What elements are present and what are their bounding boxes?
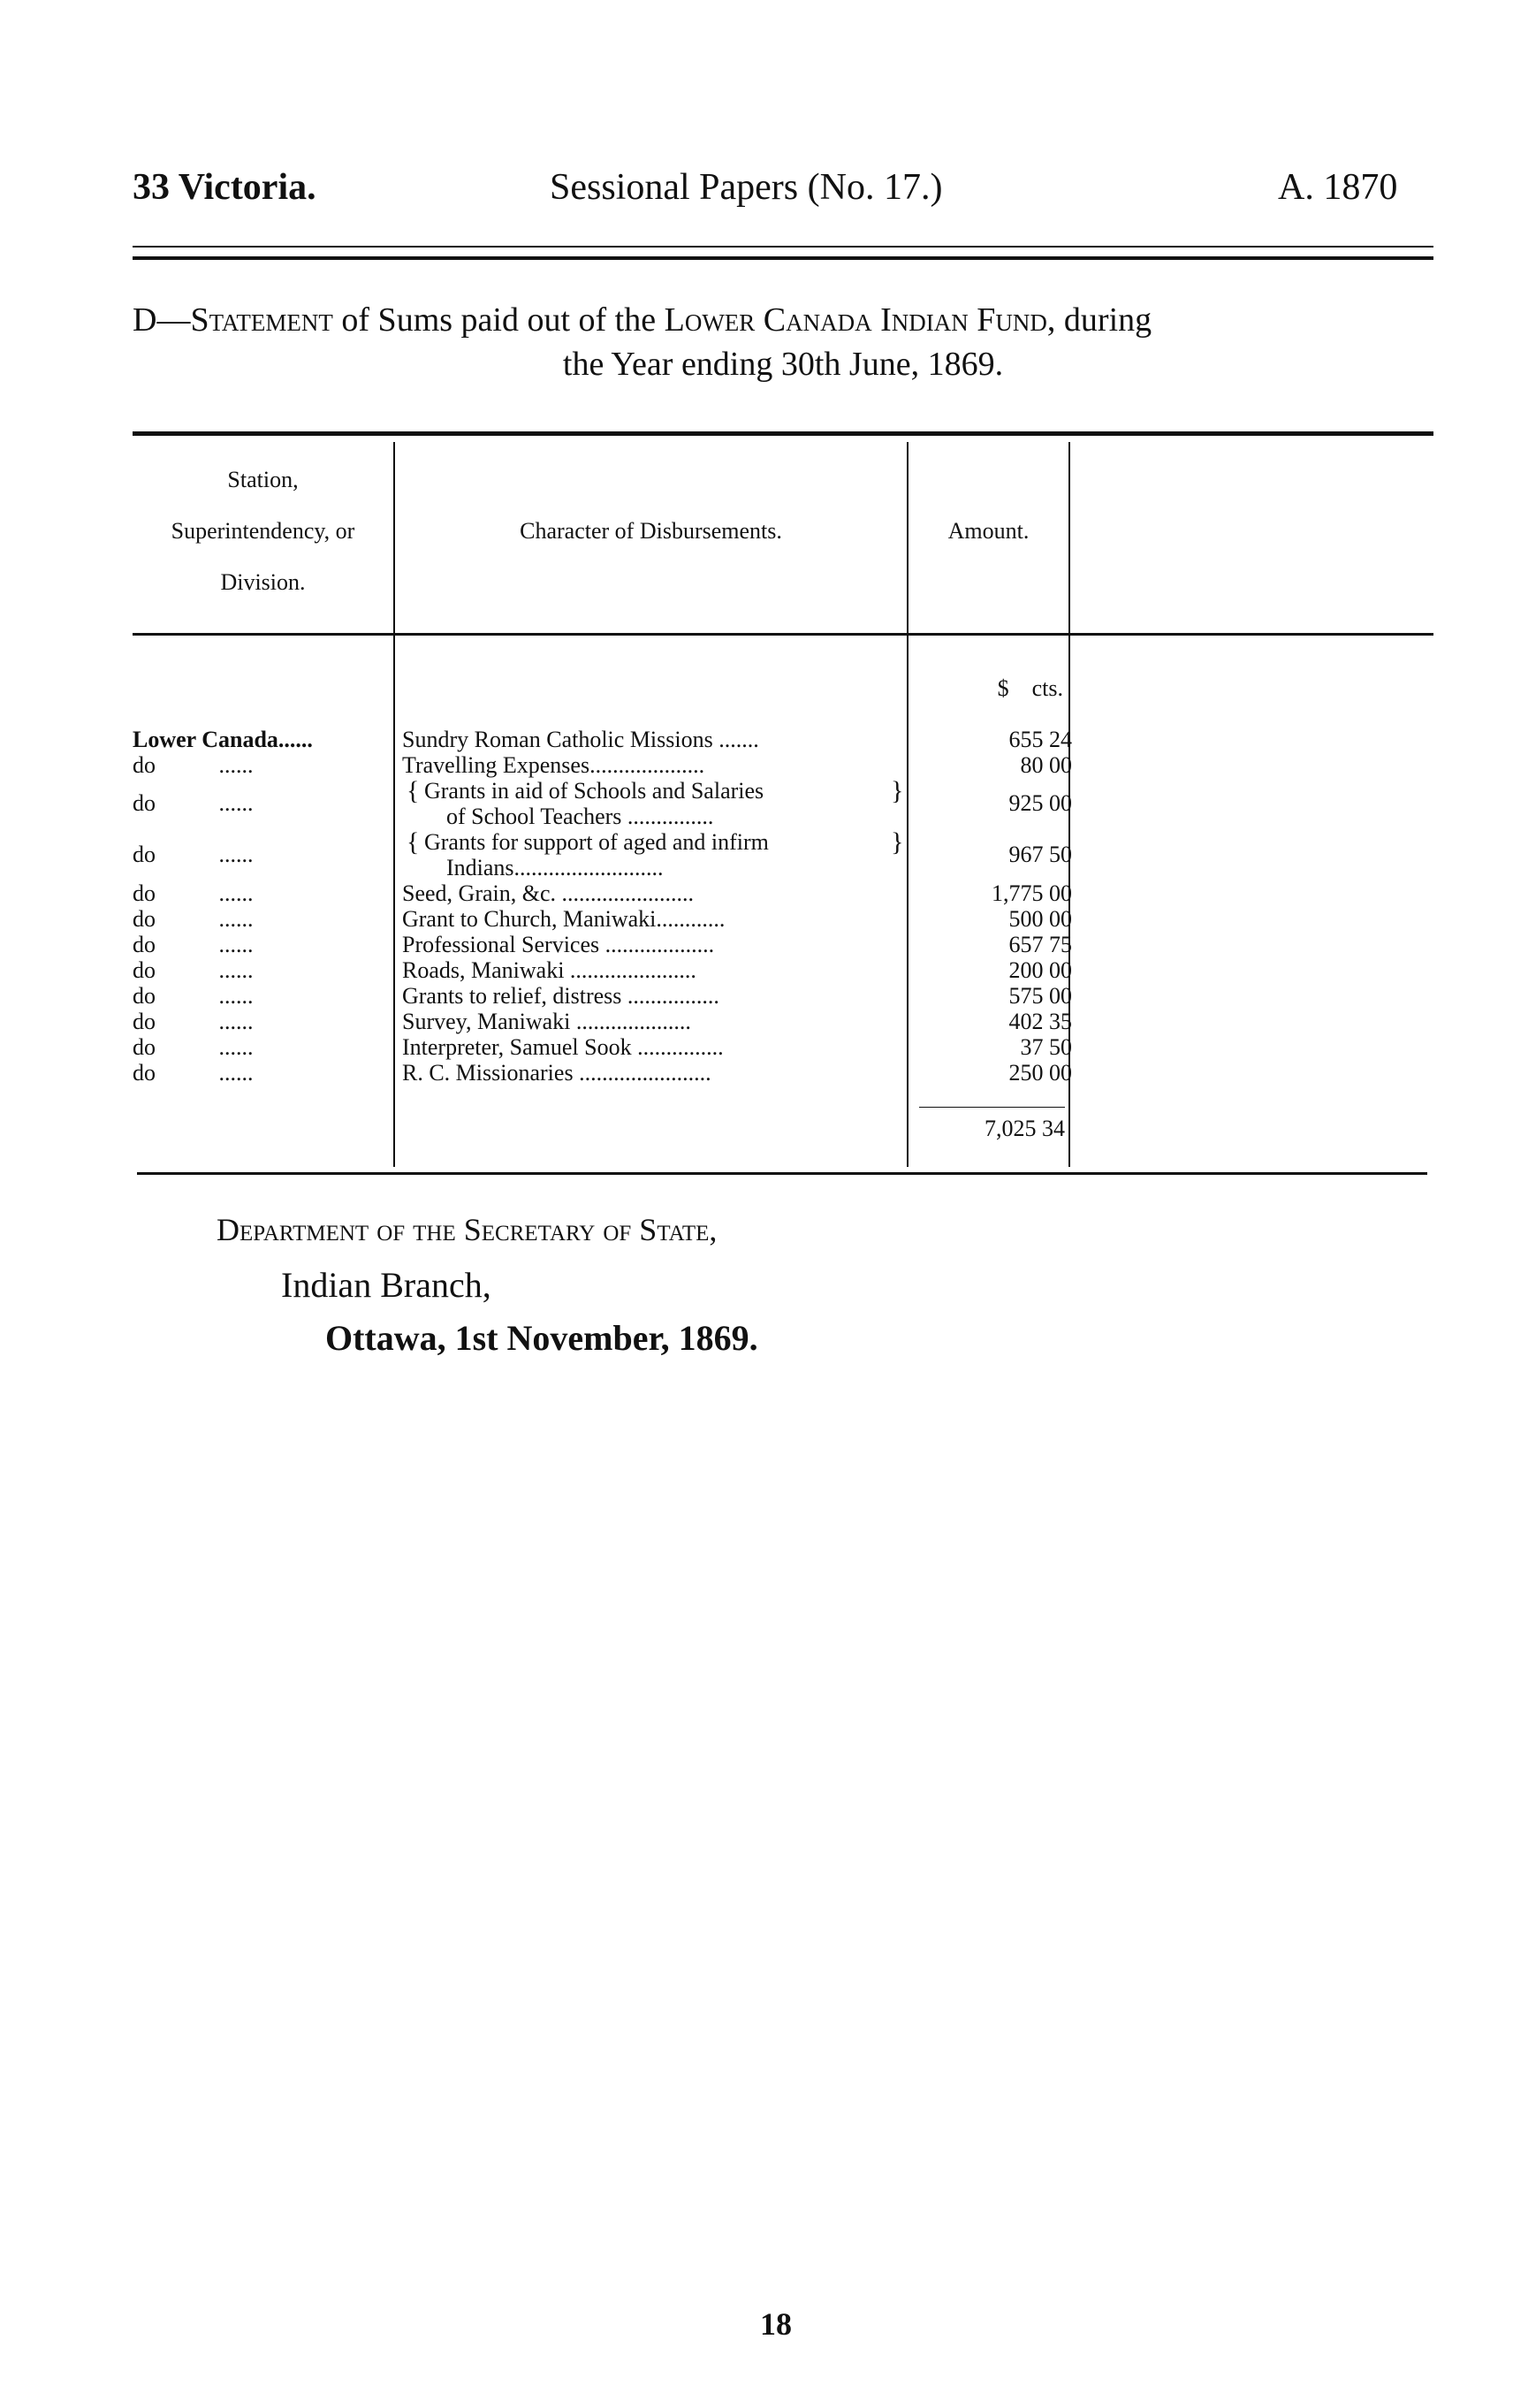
table-row [133, 983, 1078, 1009]
table-row [133, 727, 1078, 752]
total-rule [919, 1107, 1065, 1108]
station-cell: do ...... [133, 932, 254, 957]
station-cell: do ...... [133, 906, 254, 932]
amount-cell: 655 24 [1008, 727, 1072, 752]
table-row [133, 880, 1078, 906]
department-name: Department of the Secretary of State, [217, 1212, 718, 1247]
statement-title-line1: D—Statement of Sums paid out of the Lower Canada Indian Fund, during [133, 301, 1152, 339]
station-cell: do ...... [133, 880, 254, 906]
amount-cell: 575 00 [1008, 983, 1072, 1009]
character-cell: R. C. Missionaries ....................... [402, 1060, 711, 1086]
amount-cell: 925 00 [1008, 790, 1072, 816]
table-row [133, 906, 1078, 932]
station-cell: do ...... [133, 1009, 254, 1034]
statement-title-line2: the Year ending 30th June, 1869. [562, 346, 1004, 383]
amount-cell: 80 00 [1020, 752, 1072, 778]
brace-right: } [891, 827, 904, 857]
brace-left: { [407, 827, 420, 857]
table-row [133, 1060, 1078, 1086]
table-row [133, 752, 1078, 778]
character-cell: Seed, Grain, &c. ....................... [402, 880, 695, 906]
character-cell: Interpreter, Samuel Sook ............... [402, 1034, 724, 1060]
character-cell: Professional Services ................... [402, 932, 715, 957]
table-row [133, 1034, 1078, 1060]
page-number: 18 [760, 2306, 792, 2342]
character-cell: Sundry Roman Catholic Missions ....... [402, 727, 759, 752]
station-cell: do ...... [133, 983, 254, 1009]
header-rule-bottom [133, 256, 1433, 260]
col-header-station-line3: Division. [220, 569, 306, 595]
col-header-amount: Amount. [947, 518, 1030, 544]
total-amount: 7,025 34 [985, 1116, 1065, 1141]
table-row [133, 932, 1078, 957]
table-row [133, 1009, 1078, 1034]
table-row [133, 778, 1078, 829]
amount-cell: 967 50 [1008, 842, 1072, 867]
character-cell-line2: of School Teachers ............... [446, 804, 714, 829]
col-header-character: Character of Disbursements. [520, 518, 782, 544]
station-cell: Lower Canada...... [133, 727, 313, 752]
header-rule-top [133, 246, 1433, 248]
character-cell-line2: Indians.......................... [446, 855, 664, 880]
amount-cell: 250 00 [1008, 1060, 1072, 1086]
character-cell-line1: Grants for support of aged and infirm [424, 829, 769, 855]
character-cell: Roads, Maniwaki ...................... [402, 957, 696, 983]
amount-cell: 37 50 [1020, 1034, 1072, 1060]
col-header-station-line1: Station, [227, 467, 299, 492]
col-header-station-line2: Superintendency, or [171, 518, 355, 544]
station-cell: do ...... [133, 1034, 254, 1060]
station-cell: do ...... [133, 752, 254, 778]
header-session: 33 Victoria. [133, 167, 316, 208]
table-row [133, 957, 1078, 983]
table-head-rule [133, 633, 1433, 636]
brace-right: } [891, 776, 904, 805]
branch-name: Indian Branch, [281, 1265, 491, 1305]
brace-left: { [407, 776, 420, 805]
character-cell: Survey, Maniwaki .................... [402, 1009, 691, 1034]
table-row [133, 829, 1078, 880]
amount-cell: 500 00 [1008, 906, 1072, 932]
table-bottom-rule [137, 1172, 1427, 1175]
header-sessional-papers: Sessional Papers (No. 17.) [550, 167, 943, 208]
character-cell: Grants to relief, distress ................ [402, 983, 719, 1009]
units-label: $ cts. [997, 675, 1063, 701]
character-cell-line1: Grants in aid of Schools and Salaries [424, 778, 764, 804]
amount-cell: 200 00 [1008, 957, 1072, 983]
character-cell: Grant to Church, Maniwaki............ [402, 906, 726, 932]
amount-cell: 657 75 [1008, 932, 1072, 957]
station-cell: do ...... [133, 1060, 254, 1086]
station-cell: do ...... [133, 790, 254, 816]
station-cell: do ...... [133, 842, 254, 867]
station-cell: do ...... [133, 957, 254, 983]
header-year: A. 1870 [1278, 167, 1398, 208]
amount-cell: 402 35 [1008, 1009, 1072, 1034]
character-cell: Travelling Expenses.................... [402, 752, 705, 778]
table-top-rule [133, 431, 1433, 436]
amount-cell: 1,775 00 [992, 880, 1072, 906]
place-date: Ottawa, 1st November, 1869. [325, 1318, 758, 1358]
